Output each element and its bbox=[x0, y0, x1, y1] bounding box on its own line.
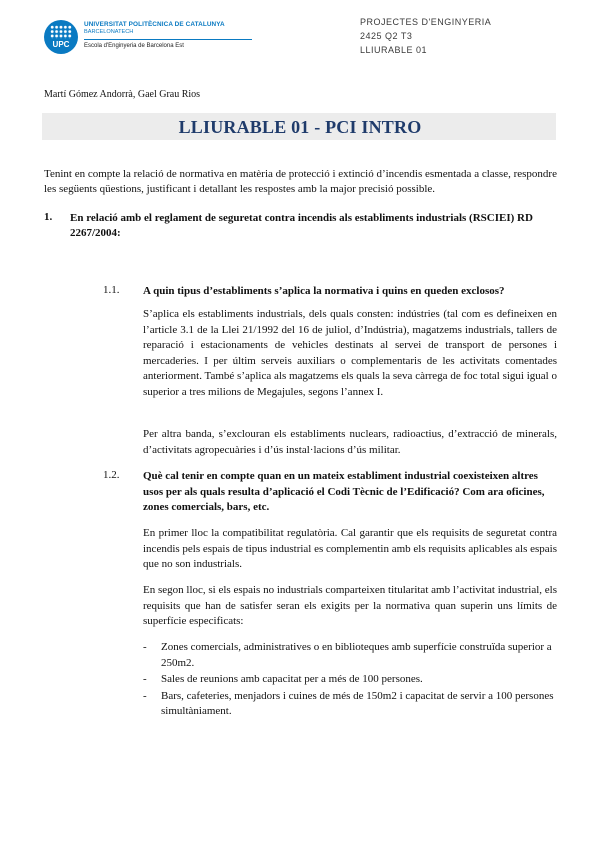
question-1-2-number: 1.2. bbox=[103, 469, 120, 481]
answer-1-2-paragraph-2: En segon lloc, si els espais no industrials comparteixen titularitat amb l’activitat industrial, els requisits que han de satisfer seran els exigits per la normativa quan superin uns límits de superfície especificats: bbox=[143, 584, 557, 627]
answer-1-1-paragraph-2: Per altra banda, s’exclouran els establiments nuclears, radioactius, d’extracció de minerals, d’activitats agropecuàries i d’ús instal·lacions d’ús militar. bbox=[143, 428, 557, 456]
logo-tagline: BARCELONATECH bbox=[84, 29, 134, 35]
upc-logo bbox=[44, 18, 254, 58]
list-item: - Sales de reunions amb capacitat per a més de 100 persones. bbox=[143, 673, 423, 685]
list-item: - Bars, cafeteries, menjadors i cuines de més de 150m2 i capacitat de servir a 100 persones simultàniament. bbox=[143, 689, 554, 717]
question-1-1-text: A quin tipus d’establiments s’aplica la normativa i quins en queden exclosos? bbox=[143, 285, 505, 297]
list-item: - Zones comercials, administratives o en biblioteques amb superfície construïda superior a 250m2. bbox=[143, 641, 552, 669]
question-1-text: En relació amb el reglament de seguretat contra incendis als establiments industrials (RSCIEI) RD 2267/2004: bbox=[70, 212, 533, 239]
area-limits-list bbox=[143, 640, 557, 721]
course-name: PROJECTES D'ENGINYERIA bbox=[360, 17, 492, 27]
logo-university-name: UNIVERSITAT POLITÈCNICA DE CATALUNYA bbox=[84, 21, 225, 28]
answer-1-2-paragraph-1: En primer lloc la compatibilitat regulatòria. Cal garantir que els requisits de seguretat contra incendis pels espais de tipus industrial es complementin amb els requisits aplicables als espais que no son industrials. bbox=[143, 527, 557, 570]
page-title: LLIURABLE 01 - PCI INTRO bbox=[178, 117, 422, 137]
logo-mark: UPC bbox=[52, 40, 70, 49]
course-term: 2425 Q2 T3 bbox=[360, 31, 413, 41]
question-1-number: 1. bbox=[44, 211, 53, 223]
intro-paragraph: Tenint en compte la relació de normativa en matèria de protecció i extinció d’incendis esmentada a classe, respondre les següents qüestions, justificant i detallant les respostes amb la major precisió possible. bbox=[44, 168, 557, 195]
authors: Martí Gómez Andorrà, Gael Grau Rios bbox=[44, 89, 201, 100]
question-1-1-number: 1.1. bbox=[103, 284, 120, 296]
answer-1-1-paragraph-1: S’aplica els establiments industrials, dels quals consten: indústries (tal com es defineixen en l’article 3.1 de la Llei 21/1992 del 16 de juliol, d’Indústria), magatzems industrials, tallers de reparació i estacionaments de vehicles destinats al servei de transport de persones i mercaderies. I per últim serveis auxiliars o complementaris de les activitats comentades anteriorment. També s’aplica als magatzems els quals la seva càrrega de foc total sigui igual o superior a tres milions de Megajules, segons l’annex I. bbox=[143, 308, 557, 398]
upc-logo-icon bbox=[44, 20, 78, 54]
deliverable-code: LLIURABLE 01 bbox=[360, 45, 428, 55]
course-header bbox=[360, 15, 491, 57]
logo-divider bbox=[84, 39, 252, 40]
question-1-2-text: Què cal tenir en compte quan en un mateix establiment industrial coexisteixen altres usos per als quals resulta d’aplicació el Codi Tècnic de l’Edificació? Com ara oficines, zones comercials, bars, etc. bbox=[143, 470, 545, 513]
logo-school-name: Escola d'Enginyeria de Barcelona Est bbox=[84, 43, 184, 49]
